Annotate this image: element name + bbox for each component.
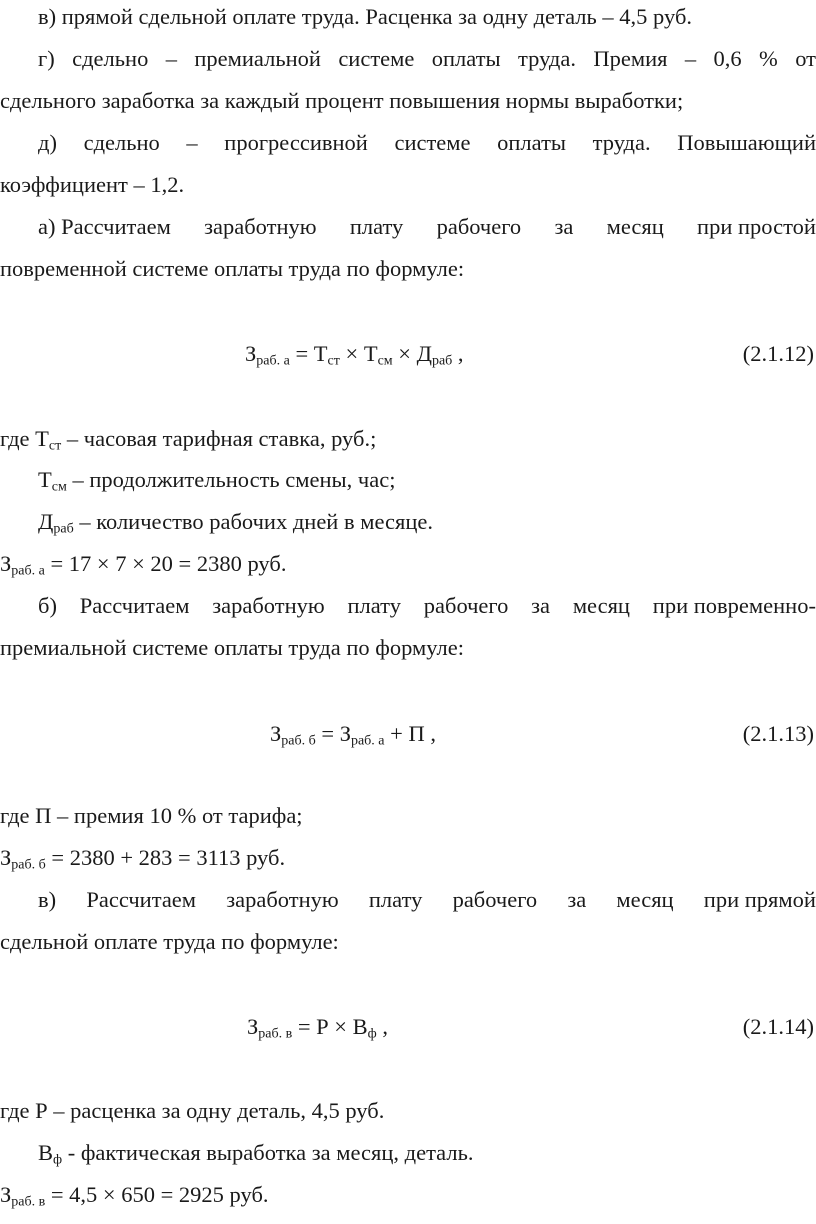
definition-t-sm: $Т_{см}$ – продолжительность смены, час; bbox=[38, 467, 396, 495]
word: системе bbox=[394, 130, 471, 155]
word: труда. bbox=[518, 46, 576, 71]
word: – bbox=[186, 130, 198, 155]
word: % bbox=[759, 46, 778, 71]
text-line-a-cont: повременной системе оплаты труда по формуле: bbox=[0, 256, 465, 281]
calculation-v: $З_{раб. в} = 4,5 \times 650 = 2925$ руб. bbox=[0, 1182, 269, 1210]
word: при прямой bbox=[703, 887, 816, 912]
word: г) bbox=[38, 46, 55, 71]
text-line-g-cont: сдельного заработка за каждый процент повышения нормы выработки; bbox=[0, 88, 684, 113]
word: плату bbox=[368, 887, 423, 912]
word: за bbox=[567, 887, 587, 912]
definition-t-st: где $Т_{ст}$ – часовая тарифная ставка, руб.; bbox=[0, 426, 377, 454]
word: – bbox=[684, 46, 697, 71]
calculation-a: $З_{раб. а} = 17 \times 7 \times 20 = 2380$ руб. bbox=[0, 551, 287, 579]
word: рабочего bbox=[436, 214, 522, 239]
word: месяц bbox=[616, 887, 674, 912]
calculation-b: $З_{раб. б} = 2380 + 283 = 3113$ руб. bbox=[0, 845, 286, 873]
word: в) bbox=[38, 887, 57, 912]
formula-number: (2.1.13) bbox=[742, 721, 814, 746]
word: рабочего bbox=[423, 593, 509, 618]
word: плату bbox=[347, 593, 401, 618]
word: б) bbox=[38, 593, 57, 618]
word: сдельно bbox=[83, 130, 160, 155]
word: заработную bbox=[226, 887, 339, 912]
formula-number: (2.1.12) bbox=[742, 341, 814, 366]
word: труда. bbox=[592, 130, 651, 155]
word: премиальной bbox=[194, 46, 321, 71]
text-line-v2-cont: сдельной оплате труда по формуле: bbox=[0, 929, 339, 954]
word: при повременно- bbox=[652, 593, 816, 618]
word: Премия bbox=[593, 46, 668, 71]
word: прогрессивной bbox=[224, 130, 368, 155]
word: за bbox=[531, 593, 551, 618]
definition-p: где П – премия 10 % от тарифа; bbox=[0, 803, 303, 828]
word: заработную bbox=[204, 214, 317, 239]
word: месяц bbox=[572, 593, 630, 618]
text-line-d-cont: коэффициент – 1,2. bbox=[0, 172, 185, 197]
word: Рассчитаем bbox=[86, 887, 197, 912]
text-line-a bbox=[38, 213, 816, 241]
word: плату bbox=[349, 214, 404, 239]
word: месяц bbox=[606, 214, 664, 239]
text-line-g bbox=[38, 45, 816, 73]
word: оплаты bbox=[497, 130, 567, 155]
formula-number: (2.1.14) bbox=[742, 1014, 814, 1039]
text-line-b bbox=[38, 592, 816, 620]
text-line-b-cont: премиальной системе оплаты труда по формуле: bbox=[0, 635, 464, 660]
word: д) bbox=[38, 130, 57, 155]
word: за bbox=[554, 214, 574, 239]
word: – bbox=[165, 46, 177, 71]
formula-2-1-12: $З_{раб. а} = Т_{ст} \times Т_{см} \times Д_{раб}$ , bbox=[245, 341, 464, 369]
word: Повышающий bbox=[677, 130, 816, 155]
word: заработную bbox=[212, 593, 325, 618]
word: Рассчитаем bbox=[79, 593, 190, 618]
formula-2-1-14: $З_{раб. в} = Р \times В_ф$ , bbox=[247, 1014, 388, 1042]
text-line-v2 bbox=[38, 886, 816, 914]
word: от bbox=[795, 46, 816, 71]
text-line-d bbox=[38, 129, 816, 157]
word: а) Рассчитаем bbox=[38, 214, 171, 239]
word: оплаты bbox=[431, 46, 501, 71]
word: рабочего bbox=[452, 887, 538, 912]
definition-v-f: $В_ф$ - фактическая выработка за месяц, деталь. bbox=[38, 1140, 474, 1168]
word: системе bbox=[338, 46, 415, 71]
definition-d-rab: $Д_{раб}$ – количество рабочих дней в месяце. bbox=[38, 509, 433, 537]
word: 0,6 bbox=[713, 46, 742, 71]
word: при простой bbox=[697, 214, 816, 239]
definition-r: где Р – расценка за одну деталь, 4,5 руб. bbox=[0, 1098, 385, 1123]
text-line-v: в) прямой сдельной оплате труда. Расценка за одну деталь – 4,5 руб. bbox=[38, 4, 693, 29]
word: сдельно bbox=[72, 46, 149, 71]
formula-2-1-13: $З_{раб. б} = З_{раб. а} + П$ , bbox=[270, 721, 436, 749]
